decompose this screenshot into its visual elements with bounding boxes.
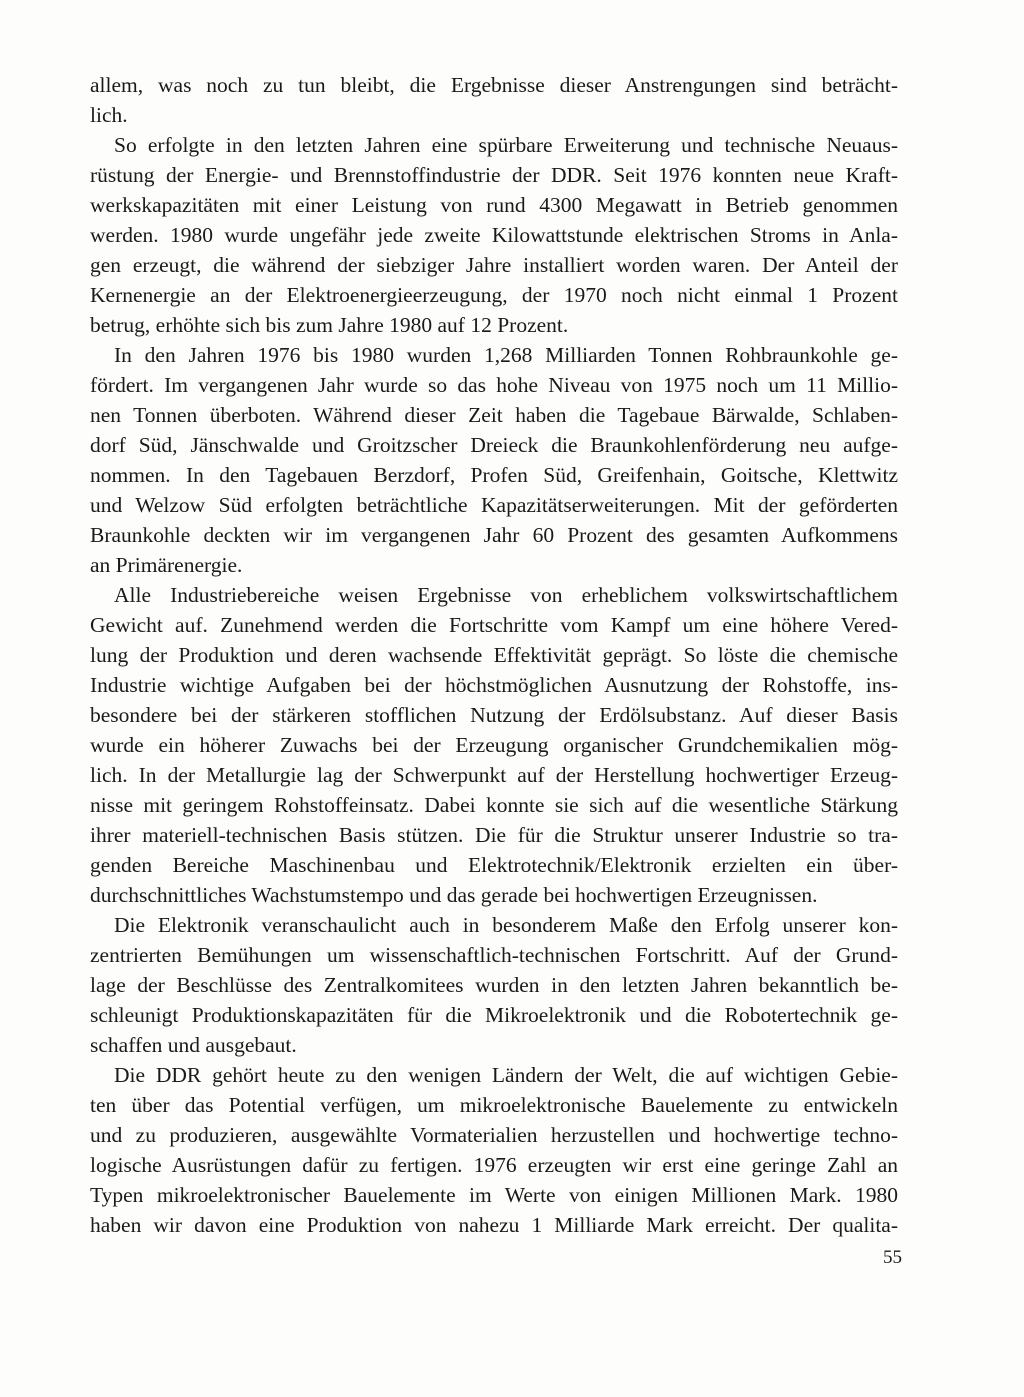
text-line: lich. (90, 103, 128, 127)
text-line: durchschnittliches Wachstumstempo und das gerade bei hochwertigen Erzeugnissen. (90, 883, 818, 907)
text-line: zentrierten Bemühungen um wissenschaftlich-technischen Fortschritt. Auf der Grund- (90, 943, 898, 967)
text-line: schleunigt Produktionskapazitäten für die Mikroelektronik und die Robotertechnik ge- (90, 1003, 898, 1027)
text-line: gen erzeugt, die während der siebziger Jahre installiert worden waren. Der Anteil der (90, 253, 898, 277)
text-line: betrug, erhöhte sich bis zum Jahre 1980 auf 12 Prozent. (90, 313, 569, 337)
text-line: besondere bei der stärkeren stofflichen Nutzung der Erdölsubstanz. Auf dieser Basis (90, 703, 898, 727)
text-line: Industrie wichtige Aufgaben bei der höchstmöglichen Ausnutzung der Rohstoffe, ins- (90, 673, 898, 697)
text-line: So erfolgte in den letzten Jahren eine spürbare Erweiterung und technische Neuaus- (114, 133, 898, 157)
body-text (90, 70, 898, 1240)
text-line: Die DDR gehört heute zu den wenigen Ländern der Welt, die auf wichtigen Gebie- (114, 1063, 898, 1087)
text-line: nisse mit geringem Rohstoffeinsatz. Dabei konnte sie sich auf die wesentliche Stärkung (90, 793, 898, 817)
text-line: dorf Süd, Jänschwalde und Groitzscher Dreieck die Braunkohlenförderung neu aufge- (90, 433, 898, 457)
text-line: nommen. In den Tagebauen Berzdorf, Profen Süd, Greifenhain, Goitsche, Klettwitz (90, 463, 898, 487)
text-line: lich. In der Metallurgie lag der Schwerpunkt auf der Herstellung hochwertiger Erzeug- (90, 763, 898, 787)
text-line: werden. 1980 wurde ungefähr jede zweite Kilowattstunde elektrischen Stroms in Anla- (90, 223, 898, 247)
text-line: genden Bereiche Maschinenbau und Elektrotechnik/Elektronik erzielten ein über- (90, 853, 898, 877)
text-line: und zu produzieren, ausgewählte Vormaterialien herzustellen und hochwertige techno- (90, 1123, 898, 1147)
text-line: werkskapazitäten mit einer Leistung von rund 4300 Megawatt in Betrieb genommen (90, 193, 898, 217)
text-line: Alle Industriebereiche weisen Ergebnisse von erheblichem volkswirtschaftlichem (114, 583, 898, 607)
text-line: Braunkohle deckten wir im vergangenen Jahr 60 Prozent des gesamten Aufkommens (90, 523, 898, 547)
text-line: lage der Beschlüsse des Zentralkomitees wurden in den letzten Jahren bekanntlich be- (90, 973, 898, 997)
page-number: 55 (883, 1247, 902, 1268)
text-line: schaffen und ausgebaut. (90, 1033, 297, 1057)
text-line: wurde ein höherer Zuwachs bei der Erzeugung organischer Grundchemikalien mög- (90, 733, 898, 757)
text-line: logische Ausrüstungen dafür zu fertigen. 1976 erzeugten wir erst eine geringe Zahl an (90, 1153, 898, 1177)
text-line: ten über das Potential verfügen, um mikroelektronische Bauelemente zu entwickeln (90, 1093, 898, 1117)
text-line: fördert. Im vergangenen Jahr wurde so das hohe Niveau von 1975 noch um 11 Millio- (90, 373, 898, 397)
text-line: nen Tonnen überboten. Während dieser Zeit haben die Tagebaue Bärwalde, Schlaben- (90, 403, 898, 427)
text-line: Kernenergie an der Elektroenergieerzeugung, der 1970 noch nicht einmal 1 Prozent (90, 283, 898, 307)
text-line: Die Elektronik veranschaulicht auch in besonderem Maße den Erfolg unserer kon- (114, 913, 898, 937)
text-line: Typen mikroelektronischer Bauelemente im Werte von einigen Millionen Mark. 1980 (90, 1183, 898, 1207)
text-line: ihrer materiell-technischen Basis stützen. Die für die Struktur unserer Industrie so tra- (90, 823, 898, 847)
text-line: an Primärenergie. (90, 553, 243, 577)
text-line: und Welzow Süd erfolgten beträchtliche Kapazitätserweiterungen. Mit der geförderten (90, 493, 898, 517)
text-line: haben wir davon eine Produktion von nahezu 1 Milliarde Mark erreicht. Der qualita- (90, 1213, 898, 1237)
text-line: allem, was noch zu tun bleibt, die Ergebnisse dieser Anstrengungen sind beträcht- (90, 73, 898, 97)
text-line: Gewicht auf. Zunehmend werden die Fortschritte vom Kampf um eine höhere Vered- (90, 613, 898, 637)
text-line: rüstung der Energie- und Brennstoffindustrie der DDR. Seit 1976 konnten neue Kraft- (90, 163, 898, 187)
text-line: In den Jahren 1976 bis 1980 wurden 1,268 Milliarden Tonnen Rohbraunkohle ge- (114, 343, 898, 367)
text-line: lung der Produktion und deren wachsende Effektivität geprägt. So löste die chemische (90, 643, 898, 667)
